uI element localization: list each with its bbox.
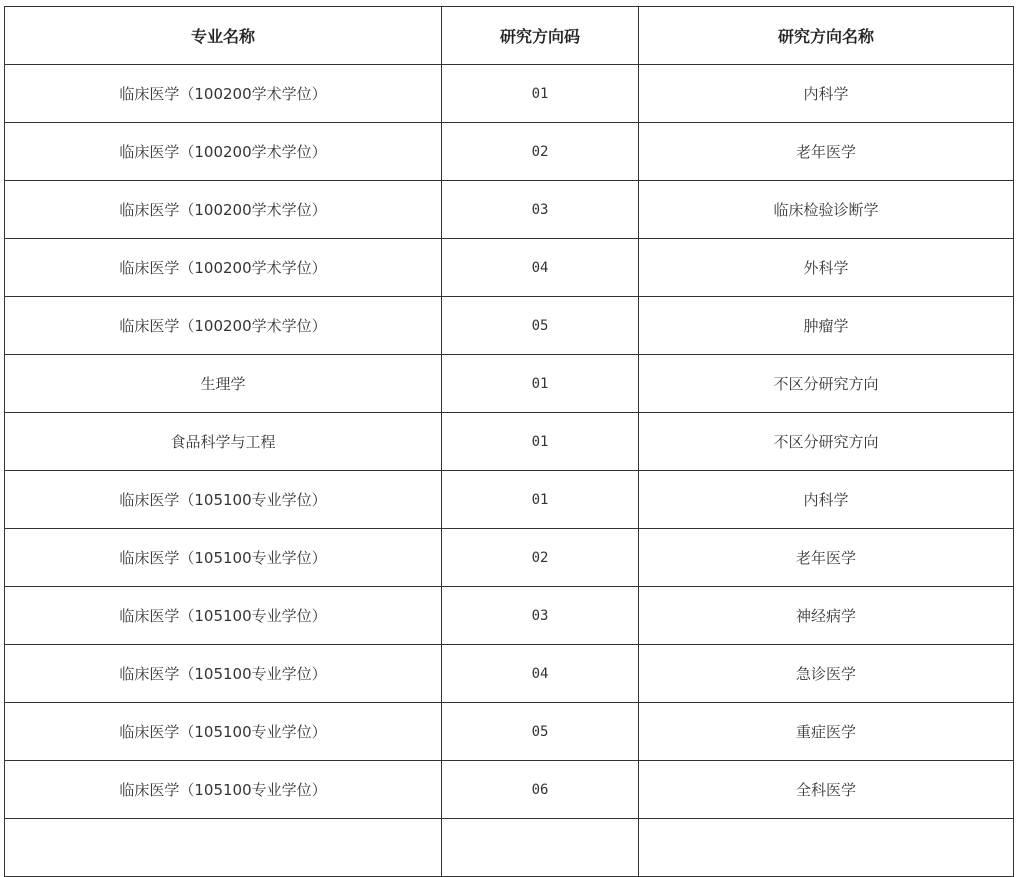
table-row: [5, 413, 1014, 471]
table-row: [5, 181, 1014, 239]
table-row: [5, 471, 1014, 529]
cell-direction-name: 肿瘤学: [639, 297, 1014, 355]
cell-direction-name: [639, 819, 1014, 877]
table-row: [5, 239, 1014, 297]
cell-direction-name: 神经病学: [639, 587, 1014, 645]
cell-major-name: 临床医学（105100专业学位）: [5, 645, 442, 703]
cell-direction-name: 内科学: [639, 471, 1014, 529]
table-row: [5, 123, 1014, 181]
table-row: [5, 645, 1014, 703]
table-row: [5, 819, 1014, 877]
cell-direction-code: 02: [442, 123, 639, 181]
cell-direction-name: 不区分研究方向: [639, 355, 1014, 413]
cell-direction-code: 04: [442, 645, 639, 703]
cell-major-name: 临床医学（100200学术学位）: [5, 297, 442, 355]
table-row: [5, 355, 1014, 413]
table-row: [5, 65, 1014, 123]
cell-direction-code: [442, 819, 639, 877]
cell-major-name: 临床医学（100200学术学位）: [5, 239, 442, 297]
cell-direction-code: 02: [442, 529, 639, 587]
cell-direction-code: 04: [442, 239, 639, 297]
table-row: [5, 297, 1014, 355]
cell-direction-name: 临床检验诊断学: [639, 181, 1014, 239]
cell-major-name: 临床医学（105100专业学位）: [5, 471, 442, 529]
cell-major-name: 临床医学（105100专业学位）: [5, 703, 442, 761]
cell-major-name: 临床医学（105100专业学位）: [5, 529, 442, 587]
cell-direction-code: 01: [442, 471, 639, 529]
programs-table: [4, 6, 1014, 877]
cell-direction-name: 老年医学: [639, 529, 1014, 587]
cell-direction-name: 不区分研究方向: [639, 413, 1014, 471]
cell-major-name: [5, 819, 442, 877]
table-row: [5, 587, 1014, 645]
cell-direction-name: 重症医学: [639, 703, 1014, 761]
table-header-row: [5, 7, 1014, 65]
header-direction-code: 研究方向码: [442, 7, 639, 65]
cell-direction-name: 老年医学: [639, 123, 1014, 181]
cell-direction-code: 03: [442, 181, 639, 239]
cell-direction-name: 急诊医学: [639, 645, 1014, 703]
header-direction-name: 研究方向名称: [639, 7, 1014, 65]
cell-major-name: 临床医学（105100专业学位）: [5, 587, 442, 645]
cell-major-name: 临床医学（100200学术学位）: [5, 181, 442, 239]
table-row: [5, 761, 1014, 819]
cell-direction-code: 05: [442, 703, 639, 761]
cell-direction-code: 01: [442, 65, 639, 123]
table-row: [5, 703, 1014, 761]
cell-direction-name: 外科学: [639, 239, 1014, 297]
cell-major-name: 生理学: [5, 355, 442, 413]
cell-direction-name: 内科学: [639, 65, 1014, 123]
cell-major-name: 临床医学（100200学术学位）: [5, 123, 442, 181]
cell-major-name: 临床医学（100200学术学位）: [5, 65, 442, 123]
cell-direction-code: 01: [442, 413, 639, 471]
cell-direction-code: 03: [442, 587, 639, 645]
header-major-name: 专业名称: [5, 7, 442, 65]
cell-direction-code: 01: [442, 355, 639, 413]
cell-direction-code: 05: [442, 297, 639, 355]
cell-direction-name: 全科医学: [639, 761, 1014, 819]
table-row: [5, 529, 1014, 587]
cell-major-name: 食品科学与工程: [5, 413, 442, 471]
cell-direction-code: 06: [442, 761, 639, 819]
cell-major-name: 临床医学（105100专业学位）: [5, 761, 442, 819]
table-body: [5, 65, 1014, 877]
